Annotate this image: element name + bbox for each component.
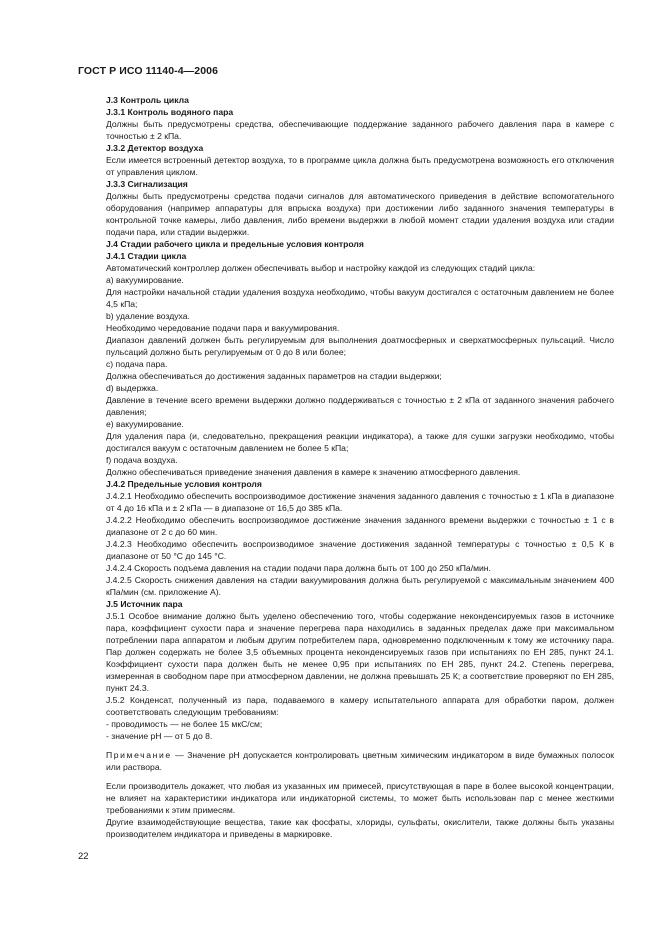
paragraph: a) вакуумирование.: [106, 275, 184, 285]
paragraph: - проводимость — не более 15 мкС/см;: [106, 719, 263, 729]
paragraph: Должна обеспечиваться до достижения заданных параметров на стадии выдержки;: [106, 371, 442, 381]
paragraph: Должно обеспечиваться приведение значения давления в камере к значению атмосферного давления.: [106, 467, 521, 477]
paragraph: b) удаление воздуха.: [106, 311, 190, 321]
section-heading: J.5 Источник пара: [106, 599, 183, 609]
document-body: [78, 94, 614, 840]
paragraph: Должны быть предусмотрены средства, обеспечивающие поддержание заданного рабочего давления пара в камере с точностью ± 2 кПа.: [106, 119, 614, 141]
paragraph: Давление в течение всего времени выдержки должно поддерживаться с точностью ± 2 кПа от заданного значения рабочего давления;: [106, 395, 614, 417]
paragraph: J.5.2 Конденсат, полученный из пара, подаваемого в камеру испытательного аппарата для обработки паром, должен соответствовать следующим требованиям:: [106, 695, 614, 717]
section-heading: J.4.2 Предельные условия контроля: [106, 479, 262, 489]
note-label: Примечание: [106, 750, 172, 760]
paragraph: f) подача воздуха.: [106, 455, 178, 465]
paragraph: c) подача пара.: [106, 359, 168, 369]
page-number: 22: [78, 851, 89, 862]
paragraph: J.4.2.5 Скорость снижения давления на стадии вакуумирования должна быть регулируемой с максимальным значением 400 кПа/мин (см. приложение А).: [106, 575, 614, 597]
paragraph: e) вакуумирование.: [106, 419, 184, 429]
paragraph: J.4.2.3 Необходимо обеспечить воспроизводимое значение достижения заданной температуры с точностью ± 0,5 К в диапазоне от 50 °С до 145 °С.: [106, 539, 614, 561]
section-heading: J.3.3 Сигнализация: [106, 179, 188, 189]
paragraph: [78, 749, 614, 773]
paragraph: Если производитель докажет, что любая из указанных им примесей, присутствующая в паре в более высокой концентрации, не влияет на характеристики индикатора или индикаторной системы, то может быть использован пар с менее жесткими требованиями к этим примесям.: [106, 781, 614, 815]
note-text: — Значение pH допускается контролировать цветным химическим индикатором в виде бумажных полосок или раствора.: [106, 750, 614, 772]
document-header: ГОСТ Р ИСО 11140-4—2006: [78, 65, 219, 77]
section-heading: J.4 Стадии рабочего цикла и предельные условия контроля: [106, 239, 364, 249]
paragraph: - значение pH — от 5 до 8.: [106, 731, 213, 741]
paragraph: J.4.2.4 Скорость подъема давления на стадии подачи пара должна быть от 100 до 250 кПа/мин.: [106, 563, 491, 573]
paragraph: J.4.2.2 Необходимо обеспечить воспроизводимое достижение значения заданного времени выдержки с точностью ± 1 с в диапазоне от 2 с до 60 мин.: [106, 515, 614, 537]
paragraph: Для удаления пара (и, следовательно, прекращения реакции индикатора), а также для сушки загрузки необходимо, чтобы достигался вакуум с остаточным давлением не более 5 кПа;: [106, 431, 614, 453]
paragraph: Диапазон давлений должен быть регулируемым для выполнения доатмосферных и сверхатмосферных пульсаций. Число пульсаций должно быть регулируемым от 0 до 8 или более;: [106, 335, 614, 357]
paragraph: Другие взаимодействующие вещества, такие как фосфаты, хлориды, сульфаты, окислители, также должны быть указаны производителем индикатора и приведены в маркировке.: [106, 817, 614, 839]
paragraph: Автоматический контроллер должен обеспечивать выбор и настройку каждой из следующих стадий цикла:: [106, 263, 536, 273]
paragraph: Должны быть предусмотрены средства подачи сигналов для автоматического приведения в действие вспомогательного оборудования (например аппаратуры для впрыска воздуха) при достижении либо заданного значения температуры в контрольной точке камеры, либо давления, либо времени выдержки в любой момент стадии удаления воздуха или стадии подачи пара, или стадии выдержки.: [106, 191, 614, 237]
section-heading: J.3.2 Детектор воздуха: [106, 143, 204, 153]
paragraph: Необходимо чередование подачи пара и вакуумирования.: [106, 323, 340, 333]
paragraph: J.4.2.1 Необходимо обеспечить воспроизводимое достижение значения заданного давления с точностью ± 1 кПа в диапазоне от 4 до 16 кПа и ± 2 кПа — в диапазоне от 16,5 до 385 кПа.: [106, 491, 614, 513]
section-heading: J.3.1 Контроль водяного пара: [106, 107, 234, 117]
paragraph: Для настройки начальной стадии удаления воздуха необходимо, чтобы вакуум достигался с остаточным давлением не более 4,5 кПа;: [106, 287, 614, 309]
section-heading: J.3 Контроль цикла: [106, 95, 189, 105]
paragraph: Если имеется встроенный детектор воздуха, то в программе цикла должна быть предусмотрена возможность его отключения от управления циклом.: [106, 155, 614, 177]
section-heading: J.4.1 Стадии цикла: [106, 251, 187, 261]
paragraph: d) выдержка.: [106, 383, 159, 393]
paragraph: J.5.1 Особое внимание должно быть уделено обеспечению того, чтобы содержание неконденсируемых газов в источнике пара, коэффициент сухости пара и значение перегрева пара находились в заданных пределах даже при максимальном потреблении пара аппаратом и любым другим потребителем пара, одновременно подключенным к тому же источнику пара. Пар должен содержать не более 3,5 объемных процента неконденсируемых газов при испытаниях по ЕН 285, пункт 24.1. Коэффициент сухости пара должен быть не менее 0,95 при испытаниях по ЕН 285, пункт 24.2. Степень перегрева, измеренная в свободном паре при атмосферном давлении, не должна превышать 25 К; а соответствие проверяют по ЕН 285, пункт 24.3.: [106, 611, 614, 693]
